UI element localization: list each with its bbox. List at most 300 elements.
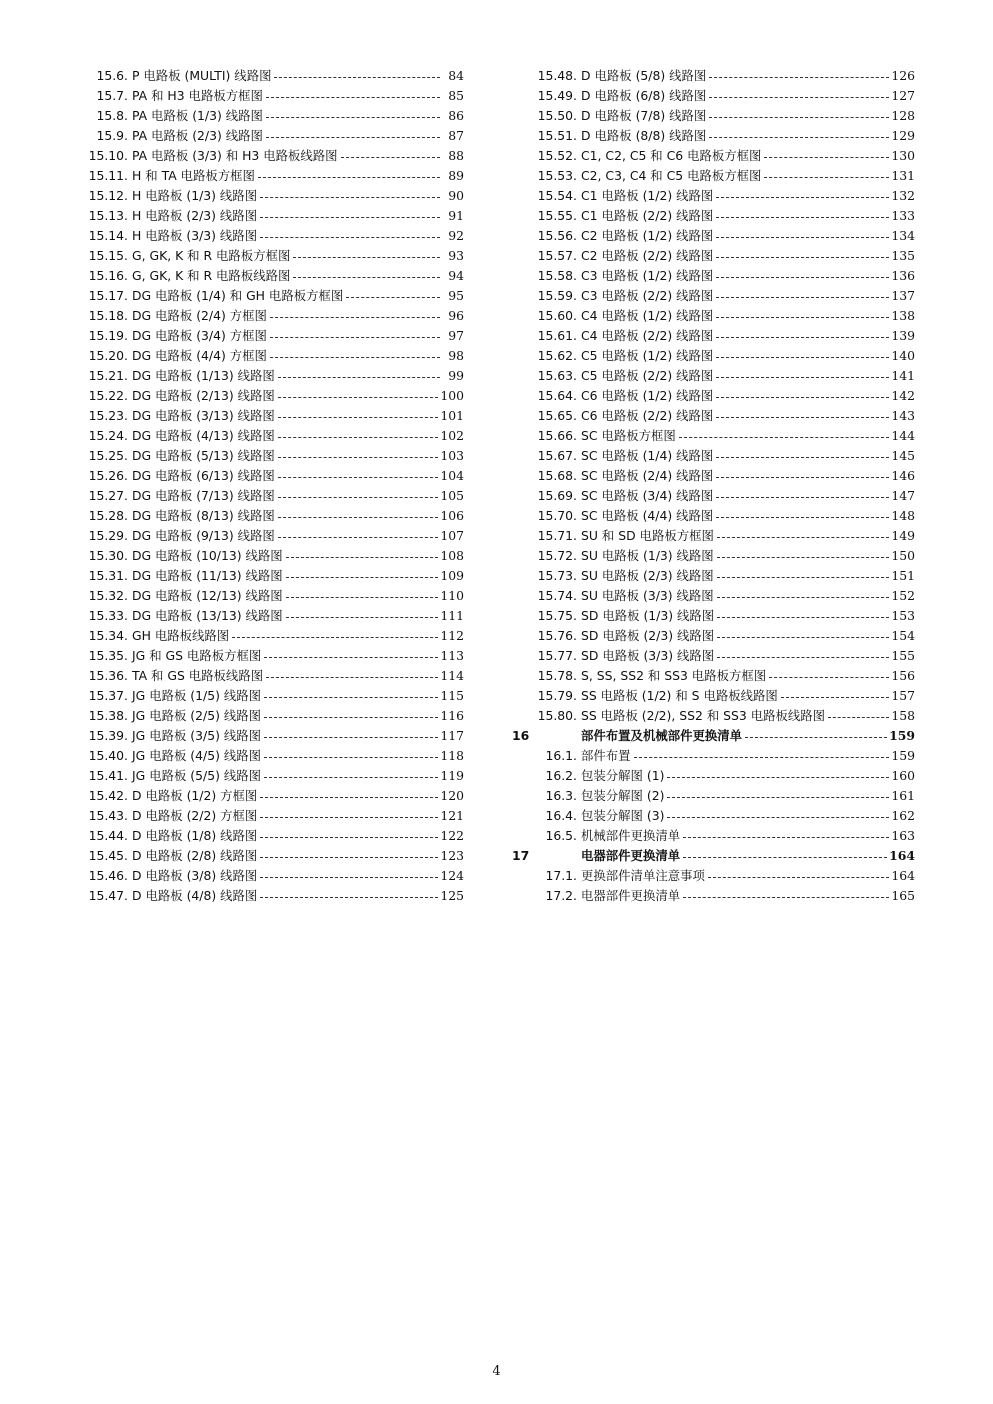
toc-entry-number: 15.35. <box>88 648 128 663</box>
toc-entry-title: GH 电路板线路图 <box>132 628 230 643</box>
toc-dash-leader <box>716 377 889 378</box>
toc-entry-title: SU 电路板 (1/3) 线路图 <box>581 548 714 563</box>
toc-entry[interactable] <box>512 426 915 446</box>
toc-dash-leader <box>270 317 440 318</box>
toc-entry-number: 15.41. <box>88 768 128 783</box>
toc-entry[interactable] <box>512 206 915 226</box>
toc-entry[interactable] <box>74 106 464 126</box>
toc-right-column <box>512 66 915 906</box>
toc-entry-title: DG 电路板 (3/4) 方框图 <box>132 328 267 343</box>
toc-entry-page: 135 <box>891 248 915 263</box>
toc-entry[interactable] <box>74 546 464 566</box>
toc-entry-number: 15.68. <box>537 468 577 483</box>
toc-entry-page: 133 <box>891 208 915 223</box>
toc-entry[interactable] <box>512 506 915 526</box>
toc-entry[interactable] <box>74 226 464 246</box>
toc-entry-number: 15.55. <box>537 208 577 223</box>
toc-entry[interactable] <box>74 826 464 846</box>
toc-entry[interactable] <box>74 646 464 666</box>
toc-entry-page: 145 <box>891 448 915 463</box>
toc-entry-page: 84 <box>448 68 464 83</box>
toc-dash-leader <box>709 137 889 138</box>
toc-entry[interactable] <box>74 486 464 506</box>
toc-entry-title: DG 电路板 (7/13) 线路图 <box>132 488 275 503</box>
toc-dash-leader <box>260 217 440 218</box>
toc-entry[interactable] <box>74 686 464 706</box>
toc-entry-number: 15.54. <box>537 188 577 203</box>
toc-entry-page: 106 <box>440 508 464 523</box>
toc-entry-page: 127 <box>891 88 915 103</box>
toc-entry[interactable] <box>512 766 915 786</box>
toc-entry-page: 101 <box>440 408 464 423</box>
toc-entry-page: 134 <box>891 228 915 243</box>
toc-entry[interactable] <box>74 166 464 186</box>
toc-entry[interactable] <box>512 886 915 906</box>
toc-dash-leader <box>709 77 889 78</box>
toc-entry-page: 138 <box>891 308 915 323</box>
toc-entry-number: 15.9. <box>96 128 128 143</box>
toc-entry[interactable] <box>512 126 915 146</box>
toc-dash-leader <box>716 457 889 458</box>
toc-entry-title: C5 电路板 (2/2) 线路图 <box>581 368 714 383</box>
toc-entry-title: C4 电路板 (2/2) 线路图 <box>581 328 714 343</box>
toc-entry-page: 94 <box>448 268 464 283</box>
toc-entry-page: 163 <box>891 828 915 843</box>
toc-entry[interactable] <box>74 466 464 486</box>
toc-entry-page: 89 <box>448 168 464 183</box>
toc-entry[interactable] <box>512 546 915 566</box>
toc-entry-number: 15.56. <box>537 228 577 243</box>
toc-entry-page: 159 <box>891 748 915 763</box>
toc-dash-leader <box>274 77 440 78</box>
toc-entry-page: 113 <box>440 648 464 663</box>
toc-entry[interactable] <box>512 266 915 286</box>
toc-entry[interactable] <box>74 706 464 726</box>
toc-dash-leader <box>266 117 440 118</box>
toc-entry[interactable] <box>74 726 464 746</box>
toc-dash-leader <box>270 337 440 338</box>
toc-entry-title: G, GK, K 和 R 电路板方框图 <box>132 248 291 263</box>
toc-entry[interactable] <box>512 246 915 266</box>
toc-dash-leader <box>286 557 439 558</box>
toc-entry[interactable] <box>512 686 915 706</box>
toc-dash-leader <box>278 417 439 418</box>
toc-entry[interactable] <box>512 166 915 186</box>
toc-entry-page: 144 <box>891 428 915 443</box>
toc-entry-title: JG 和 GS 电路板方框图 <box>132 648 262 663</box>
toc-entry[interactable] <box>512 706 915 726</box>
toc-entry[interactable] <box>74 806 464 826</box>
toc-entry-number: 15.14. <box>88 228 128 243</box>
toc-entry-page: 162 <box>891 808 915 823</box>
toc-entry-number: 15.15. <box>88 248 128 263</box>
toc-entry-number: 15.26. <box>88 468 128 483</box>
toc-entry[interactable] <box>512 566 915 586</box>
toc-entry-title: DG 电路板 (11/13) 线路图 <box>132 568 283 583</box>
toc-dash-leader <box>278 477 439 478</box>
toc-dash-leader <box>278 397 439 398</box>
toc-dash-leader <box>716 337 889 338</box>
toc-entry[interactable] <box>74 766 464 786</box>
toc-entry-title: DG 电路板 (1/4) 和 GH 电路板方框图 <box>132 288 344 303</box>
toc-dash-leader <box>716 397 889 398</box>
toc-entry-title: C6 电路板 (1/2) 线路图 <box>581 388 714 403</box>
toc-entry[interactable] <box>512 406 915 426</box>
toc-entry[interactable] <box>74 566 464 586</box>
toc-dash-leader <box>716 257 889 258</box>
toc-entry-page: 142 <box>891 388 915 403</box>
toc-dash-leader <box>716 197 889 198</box>
toc-entry-page: 86 <box>448 108 464 123</box>
toc-entry-title: DG 电路板 (2/4) 方框图 <box>132 308 267 323</box>
toc-entry-title: PA 电路板 (1/3) 线路图 <box>132 108 263 123</box>
toc-entry-page: 132 <box>891 188 915 203</box>
toc-entry[interactable] <box>512 806 915 826</box>
toc-entry[interactable] <box>74 146 464 166</box>
toc-entry[interactable] <box>74 846 464 866</box>
toc-entry-number: 15.76. <box>537 628 577 643</box>
toc-dash-leader <box>781 697 890 698</box>
toc-entry-page: 157 <box>891 688 915 703</box>
toc-entry-page: 110 <box>440 588 464 603</box>
toc-entry-title: SU 电路板 (2/3) 线路图 <box>581 568 714 583</box>
toc-entry-title: D 电路板 (1/2) 方框图 <box>132 788 258 803</box>
toc-entry-title: JG 电路板 (3/5) 线路图 <box>132 728 262 743</box>
toc-dash-leader <box>260 797 438 798</box>
toc-entry[interactable] <box>74 66 464 86</box>
toc-entry[interactable] <box>74 126 464 146</box>
toc-entry[interactable] <box>74 386 464 406</box>
toc-dash-leader <box>278 517 439 518</box>
toc-entry-page: 149 <box>891 528 915 543</box>
toc-dash-leader <box>293 277 440 278</box>
toc-entry-title: SU 和 SD 电路板方框图 <box>581 528 714 543</box>
toc-entry-number: 15.65. <box>537 408 577 423</box>
toc-entry-number: 15.21. <box>88 368 128 383</box>
toc-chapter-entry[interactable] <box>512 846 915 866</box>
toc-entry-page: 141 <box>891 368 915 383</box>
toc-entry-page: 148 <box>891 508 915 523</box>
toc-entry[interactable] <box>74 186 464 206</box>
toc-entry-page: 156 <box>891 668 915 683</box>
toc-dash-leader <box>683 837 889 838</box>
toc-entry-number: 16.1. <box>545 748 577 763</box>
toc-entry-title: SS 电路板 (1/2) 和 S 电路板线路图 <box>581 688 778 703</box>
toc-entry-page: 164 <box>889 848 915 863</box>
toc-entry-title: PA 和 H3 电路板方框图 <box>132 88 263 103</box>
toc-entry-number: 15.78. <box>537 668 577 683</box>
toc-entry[interactable] <box>74 86 464 106</box>
toc-entry-number: 17.1. <box>545 868 577 883</box>
toc-entry-number: 15.40. <box>88 748 128 763</box>
toc-dash-leader <box>683 857 887 858</box>
toc-entry-number: 15.62. <box>537 348 577 363</box>
toc-entry-page: 137 <box>891 288 915 303</box>
toc-dash-leader <box>716 477 889 478</box>
toc-entry-number: 15.60. <box>537 308 577 323</box>
toc-dash-leader <box>260 817 438 818</box>
toc-entry-title: DG 电路板 (1/13) 线路图 <box>132 368 275 383</box>
toc-entry[interactable] <box>74 326 464 346</box>
toc-entry-number: 15.32. <box>88 588 128 603</box>
toc-entry[interactable] <box>512 626 915 646</box>
toc-entry-number: 15.18. <box>88 308 128 323</box>
toc-entry-title: C2 电路板 (2/2) 线路图 <box>581 248 714 263</box>
toc-entry[interactable] <box>74 786 464 806</box>
toc-entry[interactable] <box>512 826 915 846</box>
toc-entry[interactable] <box>74 426 464 446</box>
toc-entry-number: 15.37. <box>88 688 128 703</box>
toc-entry-page: 100 <box>440 388 464 403</box>
toc-entry-page: 123 <box>440 848 464 863</box>
toc-chapter-entry[interactable] <box>512 726 915 746</box>
toc-dash-leader <box>716 317 889 318</box>
toc-entry[interactable] <box>74 526 464 546</box>
toc-entry-page: 98 <box>448 348 464 363</box>
toc-entry-title: C2, C3, C4 和 C5 电路板方框图 <box>581 168 762 183</box>
toc-entry-page: 165 <box>891 888 915 903</box>
toc-entry-page: 102 <box>440 428 464 443</box>
toc-dash-leader <box>266 97 440 98</box>
toc-entry[interactable] <box>512 226 915 246</box>
toc-dash-leader <box>716 497 889 498</box>
toc-entry[interactable] <box>74 866 464 886</box>
toc-entry[interactable] <box>74 406 464 426</box>
toc-entry-page: 158 <box>891 708 915 723</box>
toc-entry-title: 包装分解图 (2) <box>581 788 665 803</box>
toc-dash-leader <box>270 357 440 358</box>
toc-entry-number: 15.46. <box>88 868 128 883</box>
toc-dash-leader <box>764 177 889 178</box>
toc-entry-title: DG 电路板 (2/13) 线路图 <box>132 388 275 403</box>
toc-entry-title: H 和 TA 电路板方框图 <box>132 168 255 183</box>
toc-entry[interactable] <box>74 666 464 686</box>
toc-entry-page: 99 <box>448 368 464 383</box>
toc-entry-number: 15.75. <box>537 608 577 623</box>
toc-entry[interactable] <box>74 206 464 226</box>
toc-entry-number: 15.33. <box>88 608 128 623</box>
toc-entry-title: G, GK, K 和 R 电路板线路图 <box>132 268 291 283</box>
toc-entry[interactable] <box>512 346 915 366</box>
toc-entry-number: 15.34. <box>88 628 128 643</box>
toc-entry-page: 155 <box>891 648 915 663</box>
toc-entry-page: 143 <box>891 408 915 423</box>
toc-entry-page: 140 <box>891 348 915 363</box>
toc-entry[interactable] <box>74 506 464 526</box>
toc-entry[interactable] <box>512 446 915 466</box>
toc-entry-page: 115 <box>440 688 464 703</box>
toc-entry-number: 15.80. <box>537 708 577 723</box>
toc-entry[interactable] <box>512 746 915 766</box>
toc-dash-leader <box>278 457 439 458</box>
toc-entry[interactable] <box>74 286 464 306</box>
toc-dash-leader <box>745 737 887 738</box>
toc-entry-page: 139 <box>891 328 915 343</box>
toc-entry-title: SU 电路板 (3/3) 线路图 <box>581 588 714 603</box>
toc-entry[interactable] <box>74 626 464 646</box>
toc-entry[interactable] <box>74 346 464 366</box>
toc-dash-leader <box>260 857 438 858</box>
toc-entry[interactable] <box>74 366 464 386</box>
toc-entry-number: 15.69. <box>537 488 577 503</box>
toc-entry-title: D 电路板 (3/8) 线路图 <box>132 868 258 883</box>
toc-entry[interactable] <box>74 586 464 606</box>
toc-entry[interactable] <box>74 266 464 286</box>
toc-dash-leader <box>278 377 440 378</box>
toc-dash-leader <box>828 717 889 718</box>
toc-entry-page: 131 <box>891 168 915 183</box>
toc-entry[interactable] <box>512 866 915 886</box>
toc-entry-title: C6 电路板 (2/2) 线路图 <box>581 408 714 423</box>
toc-entry-number: 15.66. <box>537 428 577 443</box>
toc-entry-page: 161 <box>891 788 915 803</box>
toc-entry-title: JG 电路板 (1/5) 线路图 <box>132 688 262 703</box>
toc-entry-page: 159 <box>889 728 915 743</box>
toc-entry-page: 119 <box>440 768 464 783</box>
toc-entry-title: D 电路板 (8/8) 线路图 <box>581 128 707 143</box>
toc-entry-page: 129 <box>891 128 915 143</box>
toc-entry-page: 122 <box>440 828 464 843</box>
toc-entry[interactable] <box>512 286 915 306</box>
toc-entry-page: 136 <box>891 268 915 283</box>
toc-dash-leader <box>717 537 889 538</box>
toc-entry-title: D 电路板 (1/8) 线路图 <box>132 828 258 843</box>
toc-entry[interactable] <box>512 106 915 126</box>
toc-entry[interactable] <box>512 386 915 406</box>
toc-entry[interactable] <box>512 646 915 666</box>
toc-entry-number: 15.48. <box>537 68 577 83</box>
toc-entry[interactable] <box>512 326 915 346</box>
toc-entry-number: 16.2. <box>545 768 577 783</box>
toc-dash-leader <box>769 677 889 678</box>
toc-entry-number: 15.74. <box>537 588 577 603</box>
toc-entry-number: 15.57. <box>537 248 577 263</box>
toc-entry-page: 153 <box>891 608 915 623</box>
toc-entry[interactable] <box>74 886 464 906</box>
toc-dash-leader <box>293 257 440 258</box>
toc-dash-leader <box>264 777 438 778</box>
toc-entry-title: SS 电路板 (2/2), SS2 和 SS3 电路板线路图 <box>581 708 826 723</box>
toc-entry-title: DG 电路板 (6/13) 线路图 <box>132 468 275 483</box>
toc-entry-title: C4 电路板 (1/2) 线路图 <box>581 308 714 323</box>
toc-entry[interactable] <box>512 526 915 546</box>
toc-entry-title: 包装分解图 (1) <box>581 768 665 783</box>
toc-dash-leader <box>708 877 889 878</box>
toc-entry-number: 15.12. <box>88 188 128 203</box>
toc-dash-leader <box>667 777 889 778</box>
toc-entry-number: 15.44. <box>88 828 128 843</box>
toc-entry-page: 146 <box>891 468 915 483</box>
toc-entry-page: 160 <box>891 768 915 783</box>
toc-entry-page: 116 <box>440 708 464 723</box>
toc-entry[interactable] <box>512 586 915 606</box>
toc-entry[interactable] <box>512 666 915 686</box>
toc-dash-leader <box>264 757 438 758</box>
page-number: 4 <box>492 1364 501 1379</box>
toc-entry-number: 16 <box>512 728 530 743</box>
toc-entry[interactable] <box>512 146 915 166</box>
toc-entry-page: 154 <box>891 628 915 643</box>
toc-entry-title: 部件布置及机械部件更换清单 <box>581 728 743 743</box>
toc-dash-leader <box>260 237 440 238</box>
toc-entry[interactable] <box>74 306 464 326</box>
toc-entry-page: 87 <box>448 128 464 143</box>
toc-dash-leader <box>286 617 439 618</box>
toc-entry-page: 91 <box>448 208 464 223</box>
toc-entry-title: TA 和 GS 电路板线路图 <box>132 668 264 683</box>
toc-entry[interactable] <box>74 446 464 466</box>
toc-entry-title: D 电路板 (4/8) 线路图 <box>132 888 258 903</box>
toc-entry-page: 117 <box>440 728 464 743</box>
toc-entry-title: DG 电路板 (8/13) 线路图 <box>132 508 275 523</box>
toc-entry-title: DG 电路板 (9/13) 线路图 <box>132 528 275 543</box>
toc-entry-page: 111 <box>440 608 464 623</box>
toc-entry-title: JG 电路板 (2/5) 线路图 <box>132 708 262 723</box>
toc-entry[interactable] <box>74 246 464 266</box>
toc-entry[interactable] <box>512 486 915 506</box>
toc-entry-number: 15.64. <box>537 388 577 403</box>
toc-entry[interactable] <box>512 186 915 206</box>
toc-entry-title: JG 电路板 (4/5) 线路图 <box>132 748 262 763</box>
toc-entry-page: 152 <box>891 588 915 603</box>
toc-entry[interactable] <box>512 786 915 806</box>
toc-entry-number: 15.47. <box>88 888 128 903</box>
toc-entry-number: 15.39. <box>88 728 128 743</box>
toc-entry-page: 108 <box>440 548 464 563</box>
toc-entry-title: C3 电路板 (2/2) 线路图 <box>581 288 714 303</box>
toc-entry[interactable] <box>74 606 464 626</box>
toc-entry[interactable] <box>512 86 915 106</box>
toc-entry-page: 93 <box>448 248 464 263</box>
toc-entry[interactable] <box>512 606 915 626</box>
toc-entry-page: 118 <box>440 748 464 763</box>
toc-entry-title: JG 电路板 (5/5) 线路图 <box>132 768 262 783</box>
toc-entry-number: 15.79. <box>537 688 577 703</box>
toc-entry-title: DG 电路板 (12/13) 线路图 <box>132 588 283 603</box>
toc-entry-title: DG 电路板 (3/13) 线路图 <box>132 408 275 423</box>
toc-dash-leader <box>264 657 438 658</box>
toc-dash-leader <box>764 157 889 158</box>
toc-dash-leader <box>258 177 440 178</box>
toc-entry-title: C3 电路板 (1/2) 线路图 <box>581 268 714 283</box>
toc-entry-number: 15.19. <box>88 328 128 343</box>
toc-dash-leader <box>709 97 889 98</box>
toc-entry-page: 151 <box>891 568 915 583</box>
toc-entry-number: 15.42. <box>88 788 128 803</box>
toc-dash-leader <box>634 757 890 758</box>
toc-entry-number: 15.63. <box>537 368 577 383</box>
toc-entry-number: 16.3. <box>545 788 577 803</box>
toc-entry[interactable] <box>512 66 915 86</box>
toc-entry-number: 15.10. <box>88 148 128 163</box>
toc-dash-leader <box>264 717 438 718</box>
toc-dash-leader <box>232 637 438 638</box>
toc-dash-leader <box>667 817 889 818</box>
toc-entry-number: 15.73. <box>537 568 577 583</box>
toc-entry[interactable] <box>512 306 915 326</box>
toc-entry-number: 15.17. <box>88 288 128 303</box>
toc-entry[interactable] <box>512 366 915 386</box>
toc-entry-number: 15.24. <box>88 428 128 443</box>
toc-entry[interactable] <box>74 746 464 766</box>
toc-entry-number: 15.50. <box>537 108 577 123</box>
toc-entry-title: SC 电路板 (4/4) 线路图 <box>581 508 714 523</box>
toc-entry-title: C1 电路板 (2/2) 线路图 <box>581 208 714 223</box>
toc-entry-number: 15.28. <box>88 508 128 523</box>
toc-entry-number: 15.30. <box>88 548 128 563</box>
toc-entry-title: DG 电路板 (5/13) 线路图 <box>132 448 275 463</box>
toc-entry[interactable] <box>512 466 915 486</box>
